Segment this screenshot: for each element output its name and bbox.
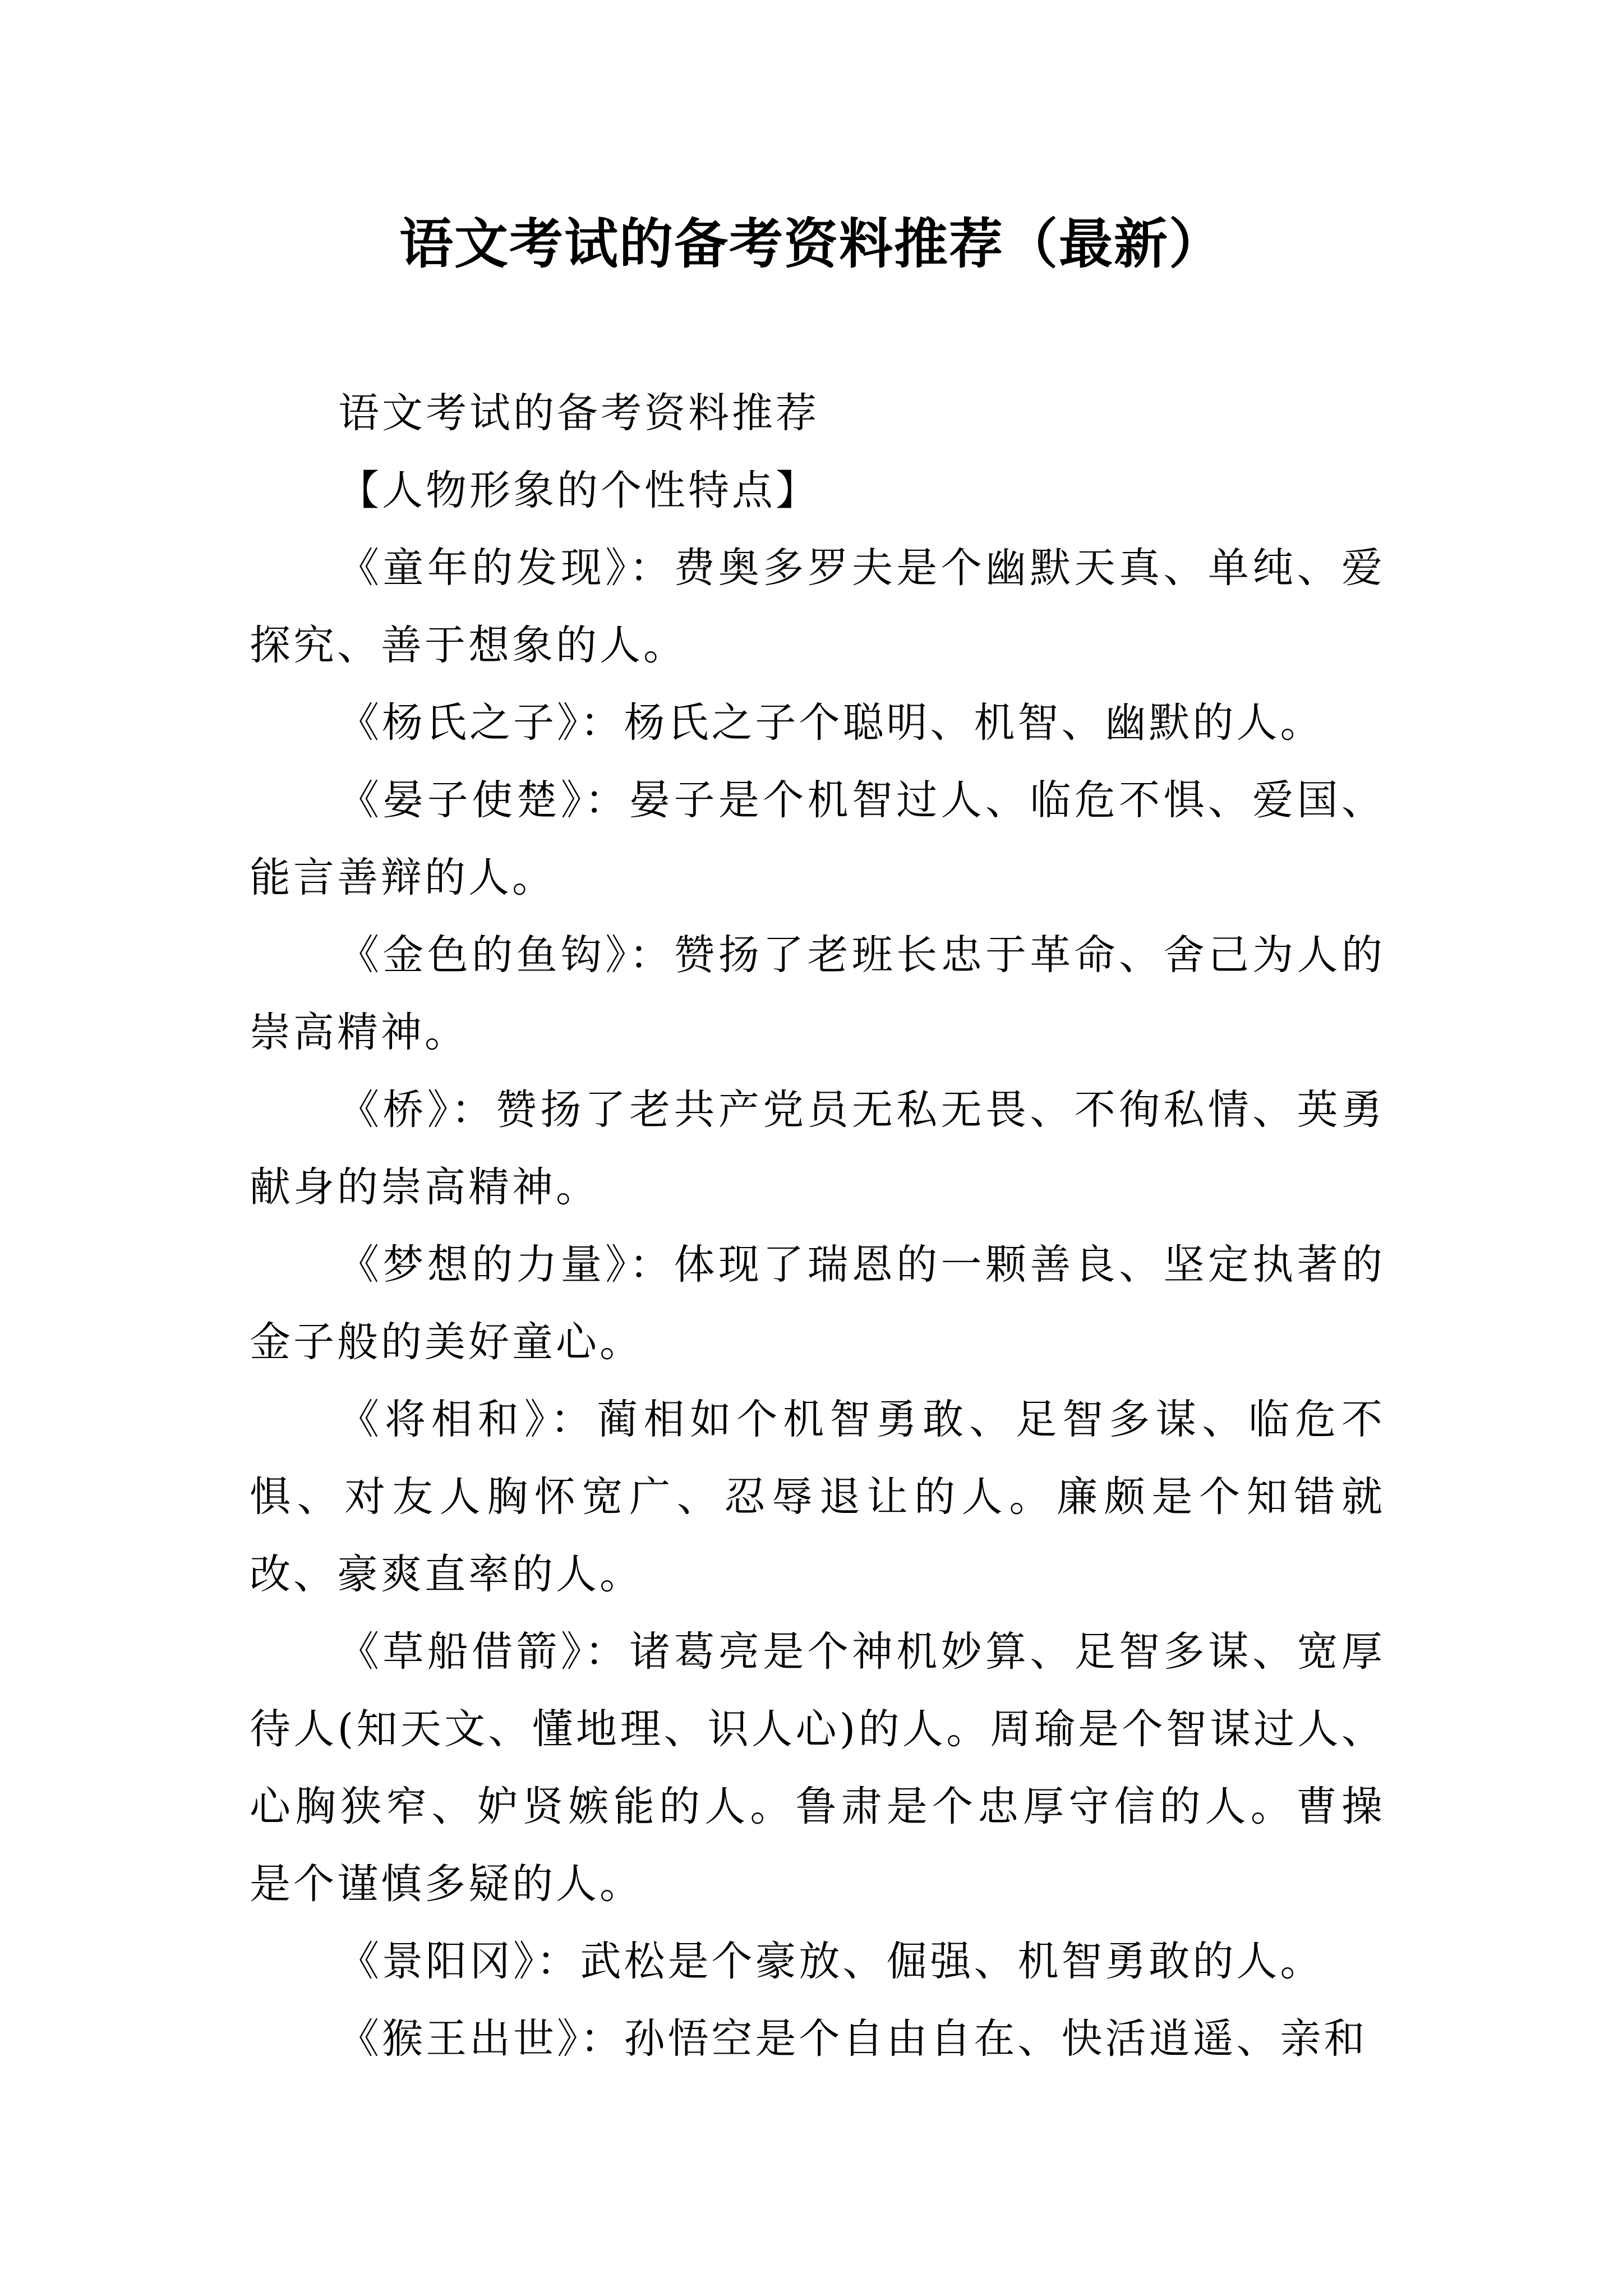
paragraph-yanzi: 《晏子使楚》：晏子是个机智过人、临危不惧、爱国、能言善辩的人。 — [250, 776, 1385, 901]
paragraph-yangshi: 《杨氏之子》：杨氏之子个聪明、机智、幽默的人。 — [338, 699, 1324, 747]
paragraph-qiao: 《桥》：赞扬了老共产党员无私无畏、不徇私情、英勇献身的崇高精神。 — [250, 1086, 1385, 1211]
paragraph-jiangxianghe: 《将相和》：蔺相如个机智勇敢、足智多谋、临危不惧、对友人胸怀宽广、忍辱退让的人。廉颇是个知错就改、豪爽直率的人。 — [250, 1396, 1385, 1598]
paragraph-tongnian: 《童年的发现》：费奥多罗夫是个幽默天真、单纯、爱探究、善于想象的人。 — [250, 544, 1385, 669]
paragraph-jinse-yugou: 《金色的鱼钩》：赞扬了老班长忠于革命、舍己为人的崇高精神。 — [250, 931, 1385, 1056]
section-heading: 【人物形象的个性特点】 — [338, 467, 819, 514]
paragraph-mengxiang: 《梦想的力量》：体现了瑞恩的一颗善良、坚定执著的金子般的美好童心。 — [250, 1241, 1385, 1366]
document-body — [250, 375, 1385, 2078]
document-subtitle: 语文考试的备考资料推荐 — [338, 389, 819, 437]
document-title: 语文考试的备考资料推荐（最新） — [399, 212, 1224, 275]
paragraph-caochuan: 《草船借箭》：诸葛亮是个神机妙算、足智多谋、宽厚待人(知天文、懂地理、识人心)的人。周瑜是个智谋过人、心胸狭窄、妒贤嫉能的人。鲁肃是个忠厚守信的人。曹操是个谨慎多疑的人。 — [250, 1628, 1385, 1908]
paragraph-jingyanggang: 《景阳冈》：武松是个豪放、倔强、机智勇敢的人。 — [338, 1938, 1324, 1985]
paragraph-houwang: 《猴王出世》：孙悟空是个自由自在、快活逍遥、亲和 — [338, 2015, 1368, 2063]
